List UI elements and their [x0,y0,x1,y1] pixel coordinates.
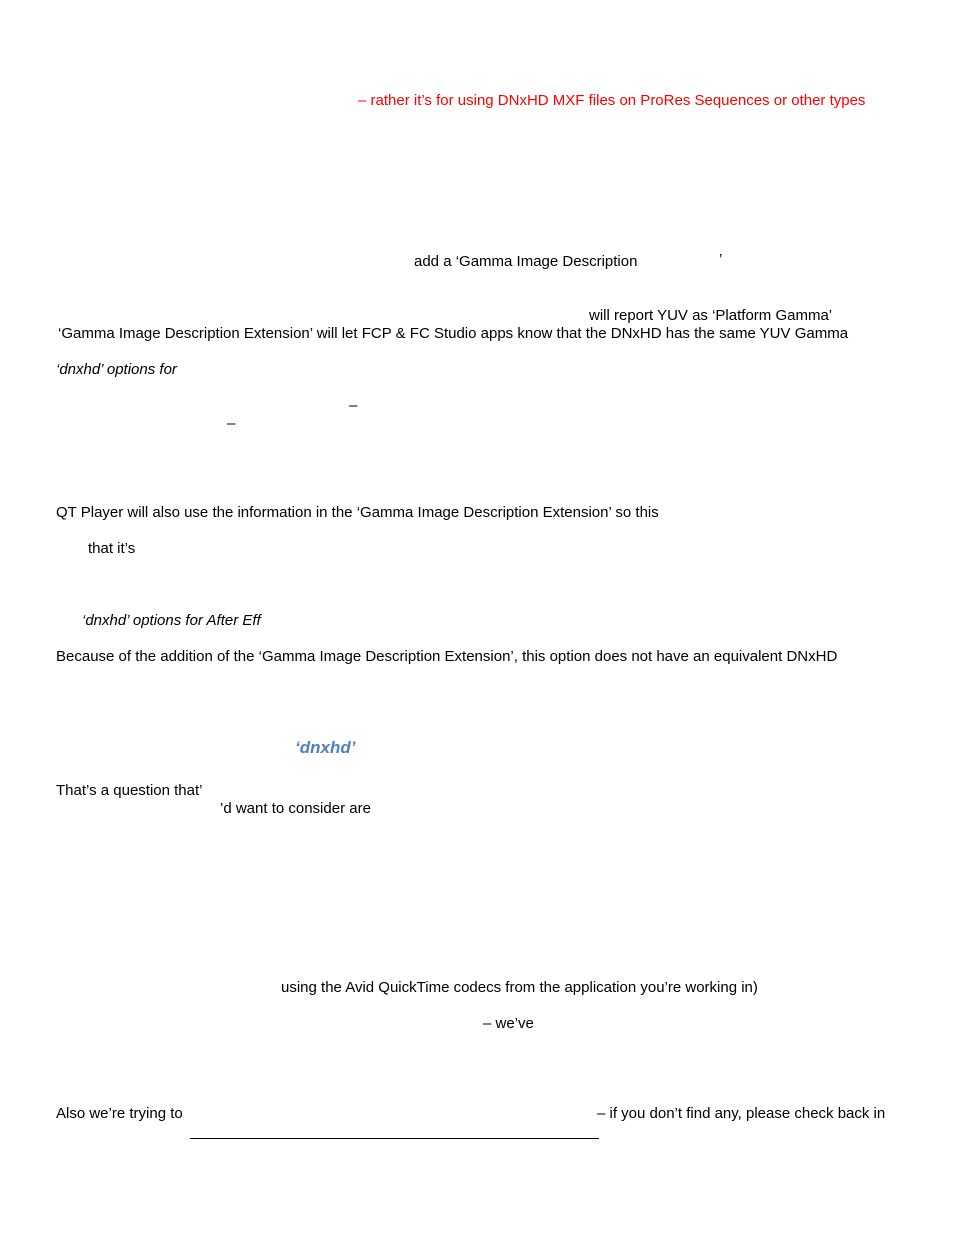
dash-fragment-1: – [349,397,358,414]
qt-player-line: QT Player will also use the information in the ‘Gamma Image Description Extension’ so this [56,504,659,521]
weve-fragment: – we’ve [483,1015,534,1032]
platform-gamma-fragment: will report YUV as ‘Platform Gamma’ [589,307,833,324]
check-back-fragment: – if you don’t find any, please check back in [597,1105,886,1122]
red-note-line: – rather it’s for using DNxHD MXF files on ProRes Sequences or other types [358,92,866,109]
gamma-extension-line: ‘Gamma Image Description Extension’ will let FCP & FC Studio apps know that the DNxHD has the same YUV Gamma [58,325,849,342]
question-fragment: That’s a question that’ [56,782,203,799]
section-heading: ‘dnxhd’ [295,738,356,757]
that-its-fragment: that it’s [88,540,136,557]
equivalent-option-line: Because of the addition of the ‘Gamma Image Description Extension’, this option does not have an equivalent DNxHD [56,648,838,665]
dnxhd-options-fragment: ‘dnxhd’ options for [56,361,177,378]
consider-fragment: ’d want to consider are [220,800,371,817]
gamma-description-fragment: add a ‘Gamma Image Description [414,253,638,270]
after-effects-options-fragment: ‘dnxhd’ options for After Eff [82,612,261,629]
also-trying-fragment: Also we’re trying to [56,1105,183,1122]
underline-rule [190,1138,599,1139]
avid-codecs-fragment: using the Avid QuickTime codecs from the application you’re working in) [281,979,758,996]
closing-quote-fragment: ’ [719,251,723,268]
dash-fragment-2: – [227,415,236,432]
